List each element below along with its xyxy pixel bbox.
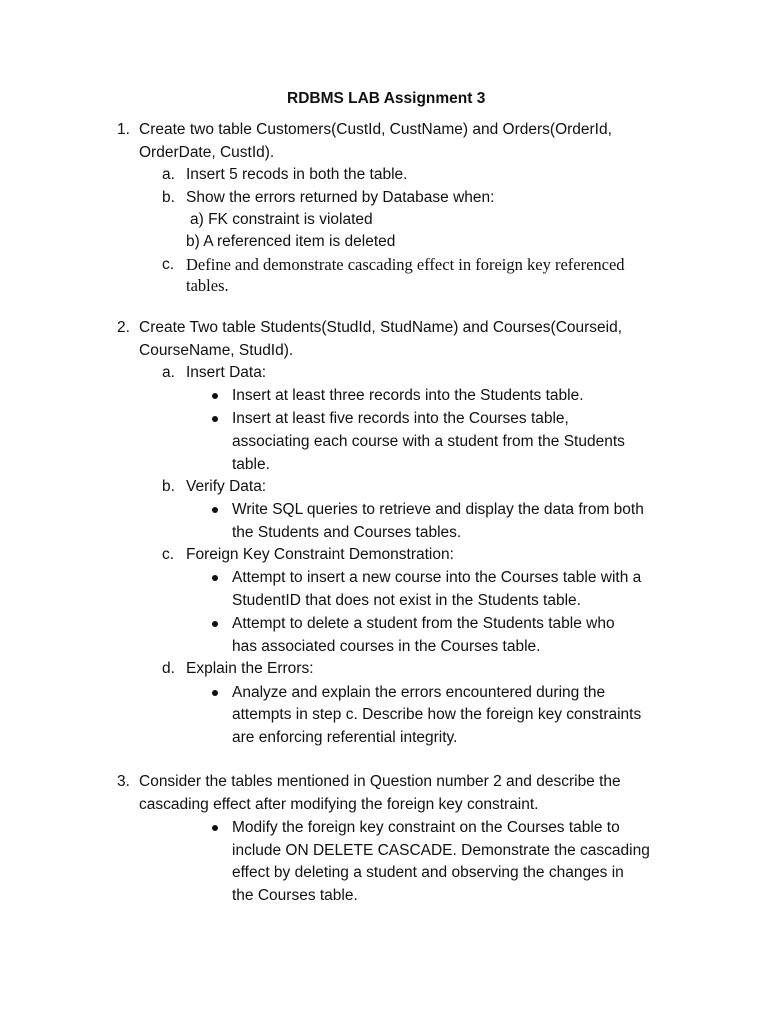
- bullet-text: the Courses table.: [232, 887, 358, 904]
- page-title: RDBMS LAB Assignment 3: [287, 90, 486, 107]
- item-text: Define and demonstrate cascading effect in foreign key referenced: [186, 255, 625, 274]
- question-3-text-line: Consider the tables mentioned in Question number 2 and describe the: [139, 773, 621, 790]
- bullet-text: Attempt to insert a new course into the Courses table with a: [232, 569, 642, 586]
- question-2-number: 2.: [117, 319, 130, 336]
- bullet-text: StudentID that does not exist in the Students table.: [232, 592, 581, 609]
- bullet-text: attempts in step c. Describe how the foreign key constraints: [232, 706, 642, 723]
- bullet-icon: [212, 393, 218, 399]
- item-marker: a.: [162, 166, 175, 183]
- bullet-text: Insert at least five records into the Courses table,: [232, 410, 569, 427]
- bullet-text: include ON DELETE CASCADE. Demonstrate the cascading: [232, 842, 650, 859]
- item-text: Insert 5 recods in both the table.: [186, 166, 408, 183]
- item-marker: a.: [162, 364, 175, 381]
- sub-item-text: a) FK constraint is violated: [190, 211, 373, 228]
- bullet-text: Insert at least three records into the Students table.: [232, 387, 584, 404]
- item-marker: c.: [162, 256, 175, 273]
- bullet-icon: [212, 621, 218, 627]
- item-text: Foreign Key Constraint Demonstration:: [186, 546, 454, 563]
- question-3-number: 3.: [117, 773, 130, 790]
- bullet-text: associating each course with a student from the Students: [232, 433, 625, 450]
- bullet-icon: [212, 690, 218, 696]
- question-2-text-line: Create Two table Students(StudId, StudName) and Courses(Courseid,: [139, 319, 623, 336]
- item-text: tables.: [186, 276, 229, 295]
- question-1-number: 1.: [117, 121, 130, 138]
- bullet-text: has associated courses in the Courses table.: [232, 638, 541, 655]
- question-1-text-line: OrderDate, CustId).: [139, 144, 275, 161]
- item-text: Show the errors returned by Database when:: [186, 189, 495, 206]
- bullet-text: table.: [232, 456, 270, 473]
- bullet-icon: [212, 416, 218, 422]
- bullet-text: effect by deleting a student and observing the changes in: [232, 864, 624, 881]
- item-text: Explain the Errors:: [186, 660, 314, 677]
- item-text: Verify Data:: [186, 478, 267, 495]
- bullet-text: Modify the foreign key constraint on the Courses table to: [232, 819, 620, 836]
- bullet-text: the Students and Courses tables.: [232, 524, 462, 541]
- question-1-text-line: Create two table Customers(CustId, CustName) and Orders(OrderId,: [139, 121, 612, 138]
- sub-item-text: b) A referenced item is deleted: [186, 233, 396, 250]
- item-marker: d.: [162, 660, 175, 677]
- question-3-text-line: cascading effect after modifying the foreign key constraint.: [139, 796, 539, 813]
- bullet-text: are enforcing referential integrity.: [232, 729, 458, 746]
- item-marker: c.: [162, 546, 175, 563]
- bullet-icon: [212, 825, 218, 831]
- bullet-text: Attempt to delete a student from the Students table who: [232, 615, 615, 632]
- bullet-icon: [212, 507, 218, 513]
- question-2-text-line: CourseName, StudId).: [139, 342, 294, 359]
- bullet-text: Analyze and explain the errors encountered during the: [232, 684, 606, 701]
- item-marker: b.: [162, 189, 175, 206]
- bullet-icon: [212, 575, 218, 581]
- item-marker: b.: [162, 478, 175, 495]
- item-text: Insert Data:: [186, 364, 267, 381]
- bullet-text: Write SQL queries to retrieve and display the data from both: [232, 501, 644, 518]
